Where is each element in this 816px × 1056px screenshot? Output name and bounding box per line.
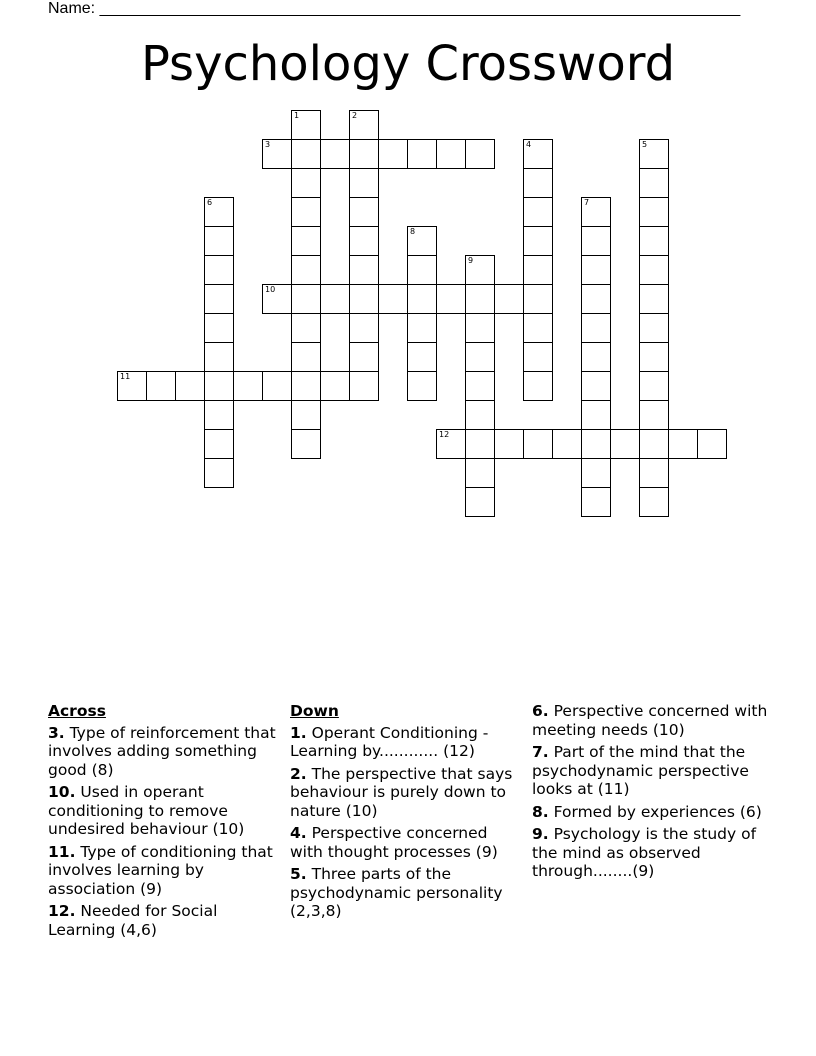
clue-number: 3. — [48, 723, 65, 742]
crossword-cell[interactable] — [349, 197, 379, 227]
crossword-cell[interactable] — [465, 487, 495, 517]
clue-down-8 — [532, 803, 772, 822]
crossword-cell[interactable] — [639, 226, 669, 256]
crossword-cell[interactable] — [581, 429, 611, 459]
crossword-cell[interactable] — [320, 371, 350, 401]
crossword-cell[interactable] — [465, 400, 495, 430]
crossword-cell[interactable] — [407, 284, 437, 314]
crossword-cell[interactable] — [581, 313, 611, 343]
crossword-cell[interactable] — [349, 342, 379, 372]
clue-number: 7. — [532, 743, 549, 761]
clue-number: 8. — [532, 802, 549, 821]
crossword-cell[interactable] — [436, 139, 466, 169]
crossword-cell[interactable] — [407, 371, 437, 401]
crossword-cell[interactable] — [668, 429, 698, 459]
cell-number: 2 — [352, 111, 358, 120]
crossword-cell[interactable] — [320, 139, 350, 169]
crossword-cell[interactable] — [581, 400, 611, 430]
cell-number: 10 — [265, 285, 276, 294]
clue-text: Type of conditioning that involves learning by association (9) — [48, 842, 273, 898]
crossword-cell[interactable] — [407, 342, 437, 372]
crossword-cell[interactable] — [262, 284, 292, 314]
crossword-cell[interactable] — [291, 197, 321, 227]
crossword-cell[interactable] — [204, 458, 234, 488]
crossword-cell[interactable] — [349, 168, 379, 198]
crossword-cell[interactable] — [639, 168, 669, 198]
clue-across-10 — [48, 783, 283, 839]
crossword-cell[interactable] — [349, 139, 379, 169]
clue-down-1 — [290, 724, 522, 761]
clue-text: Type of reinforcement that involves adding something good (8) — [48, 723, 276, 779]
clue-text: Needed for Social Learning (4,6) — [48, 902, 218, 939]
crossword-cell[interactable] — [523, 371, 553, 401]
clue-number: 12. — [48, 902, 76, 920]
crossword-cell[interactable] — [291, 313, 321, 343]
crossword-cell[interactable] — [523, 255, 553, 285]
crossword-cell[interactable] — [204, 342, 234, 372]
name-field-label: Name: ________________________________________________________________________ — [48, 0, 741, 17]
cell-number: 3 — [265, 140, 271, 149]
crossword-cell[interactable] — [262, 371, 292, 401]
crossword-cell[interactable] — [262, 139, 292, 169]
crossword-cell[interactable] — [610, 429, 640, 459]
clue-across-12 — [48, 902, 283, 939]
crossword-cell[interactable] — [639, 487, 669, 517]
across-heading: Across — [48, 702, 106, 720]
crossword-cell[interactable] — [291, 168, 321, 198]
crossword-cell[interactable] — [146, 371, 176, 401]
crossword-cell[interactable] — [204, 284, 234, 314]
page-title: Psychology Crossword — [140, 36, 676, 92]
crossword-cell[interactable] — [204, 255, 234, 285]
crossword-cell[interactable] — [639, 139, 669, 169]
clue-number: 6. — [532, 702, 549, 720]
crossword-cell[interactable] — [639, 284, 669, 314]
cell-number: 11 — [120, 372, 131, 381]
cell-number: 9 — [468, 256, 474, 265]
crossword-cell[interactable] — [465, 139, 495, 169]
cell-number: 7 — [584, 198, 590, 207]
crossword-cell[interactable] — [581, 342, 611, 372]
crossword-cell[interactable] — [117, 371, 147, 401]
crossword-cell[interactable] — [639, 313, 669, 343]
cell-number: 6 — [207, 198, 213, 207]
clue-text: Perspective concerned with meeting needs (10) — [532, 702, 768, 739]
crossword-cell[interactable] — [494, 284, 524, 314]
clue-text: Operant Conditioning - Learning by............ (12) — [290, 723, 489, 760]
crossword-cell[interactable] — [639, 371, 669, 401]
clue-down-4 — [290, 824, 522, 861]
cell-number: 1 — [294, 111, 300, 120]
crossword-cell[interactable] — [349, 110, 379, 140]
crossword-cell[interactable] — [552, 429, 582, 459]
crossword-cell[interactable] — [291, 342, 321, 372]
across-clues — [48, 702, 283, 943]
clue-number: 2. — [290, 764, 307, 783]
crossword-cell[interactable] — [291, 429, 321, 459]
crossword-cell[interactable] — [204, 226, 234, 256]
crossword-cell[interactable] — [349, 226, 379, 256]
crossword-cell[interactable] — [291, 400, 321, 430]
crossword-cell[interactable] — [291, 284, 321, 314]
crossword-cell[interactable] — [494, 429, 524, 459]
clue-text: Perspective concerned with thought processes (9) — [290, 824, 498, 861]
clue-across-11 — [48, 843, 283, 899]
crossword-cell[interactable] — [349, 371, 379, 401]
crossword-cell[interactable] — [204, 371, 234, 401]
crossword-cell[interactable] — [175, 371, 205, 401]
crossword-cell[interactable] — [291, 255, 321, 285]
clue-number: 4. — [290, 824, 307, 842]
clue-down-7 — [532, 743, 772, 799]
crossword-cell[interactable] — [465, 458, 495, 488]
crossword-cell[interactable] — [320, 284, 350, 314]
crossword-cell[interactable] — [523, 139, 553, 169]
crossword-cell[interactable] — [465, 429, 495, 459]
down-heading: Down — [290, 702, 339, 720]
crossword-cell[interactable] — [581, 255, 611, 285]
clue-number: 5. — [290, 865, 307, 883]
crossword-cell[interactable] — [407, 139, 437, 169]
cell-number: 8 — [410, 227, 416, 236]
clue-text: Used in operant conditioning to remove undesired behaviour (10) — [48, 783, 245, 838]
crossword-cell[interactable] — [581, 487, 611, 517]
crossword-cell[interactable] — [639, 400, 669, 430]
cell-number: 5 — [642, 140, 648, 149]
crossword-cell[interactable] — [233, 371, 263, 401]
crossword-cell[interactable] — [523, 342, 553, 372]
crossword-cell[interactable] — [581, 226, 611, 256]
clue-number: 1. — [290, 723, 307, 742]
crossword-cell[interactable] — [639, 255, 669, 285]
crossword-cell[interactable] — [407, 226, 437, 256]
crossword-cell[interactable] — [407, 313, 437, 343]
clue-down-2 — [290, 765, 522, 821]
crossword-cell[interactable] — [581, 197, 611, 227]
clue-text: Formed by experiences (6) — [553, 802, 762, 821]
clue-text: Three parts of the psychodynamic personality (2,3,8) — [290, 865, 503, 920]
crossword-cell[interactable] — [204, 429, 234, 459]
clue-down-5 — [290, 865, 522, 921]
crossword-cell[interactable] — [523, 313, 553, 343]
crossword-cell[interactable] — [204, 197, 234, 227]
crossword-cell[interactable] — [378, 139, 408, 169]
crossword-cell[interactable] — [465, 255, 495, 285]
crossword-cell[interactable] — [465, 284, 495, 314]
crossword-cell[interactable] — [407, 255, 437, 285]
crossword-cell[interactable] — [697, 429, 727, 459]
clue-down-6 — [532, 702, 772, 739]
crossword-cell[interactable] — [523, 284, 553, 314]
crossword-cell[interactable] — [436, 429, 466, 459]
clue-text: Psychology is the study of the mind as observed through........(9) — [532, 825, 757, 880]
crossword-cell[interactable] — [639, 197, 669, 227]
crossword-cell[interactable] — [465, 371, 495, 401]
crossword-cell[interactable] — [581, 371, 611, 401]
crossword-cell[interactable] — [523, 226, 553, 256]
crossword-cell[interactable] — [349, 255, 379, 285]
clue-number: 11. — [48, 842, 76, 861]
crossword-cell[interactable] — [291, 110, 321, 140]
cell-number: 4 — [526, 140, 532, 149]
crossword-cell[interactable] — [639, 342, 669, 372]
crossword-cell[interactable] — [523, 168, 553, 198]
crossword-cell[interactable] — [378, 284, 408, 314]
crossword-cell[interactable] — [349, 313, 379, 343]
clue-down-9 — [532, 825, 772, 881]
crossword-cell[interactable] — [349, 284, 379, 314]
crossword-cell[interactable] — [436, 284, 466, 314]
crossword-cell[interactable] — [291, 139, 321, 169]
crossword-cell[interactable] — [639, 458, 669, 488]
crossword-cell[interactable] — [204, 313, 234, 343]
clue-text: Part of the mind that the psychodynamic perspective looks at (11) — [532, 743, 749, 798]
crossword-cell[interactable] — [523, 197, 553, 227]
clue-text: The perspective that says behaviour is purely down to nature (10) — [290, 764, 513, 820]
clue-across-3 — [48, 724, 283, 780]
cell-number: 12 — [439, 430, 450, 439]
crossword-cell[interactable] — [204, 400, 234, 430]
crossword-cell[interactable] — [291, 226, 321, 256]
down-clues-continued — [532, 702, 772, 885]
crossword-cell[interactable] — [581, 284, 611, 314]
crossword-cell[interactable] — [465, 313, 495, 343]
clue-number: 9. — [532, 825, 549, 843]
crossword-cell[interactable] — [523, 429, 553, 459]
clue-number: 10. — [48, 783, 76, 801]
crossword-cell[interactable] — [465, 342, 495, 372]
crossword-cell[interactable] — [639, 429, 669, 459]
crossword-cell[interactable] — [291, 371, 321, 401]
down-clues — [290, 702, 522, 925]
crossword-cell[interactable] — [581, 458, 611, 488]
